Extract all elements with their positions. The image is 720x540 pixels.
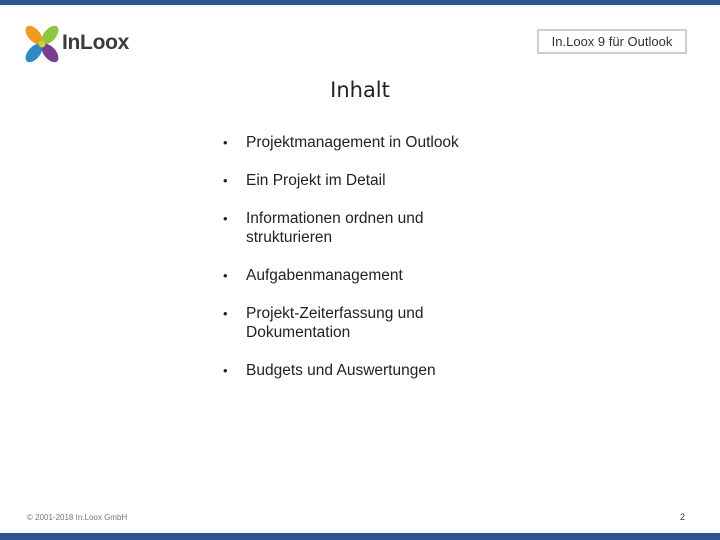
agenda-item-text: Budgets und Auswertungen xyxy=(246,362,436,379)
slide-title: Inhalt xyxy=(330,78,390,102)
agenda-item-text: Aufgabenmanagement xyxy=(246,267,403,284)
agenda-item-text: Informationen ordnen und xyxy=(246,210,424,227)
agenda-item-text: Projektmanagement in Outlook xyxy=(246,134,459,151)
agenda-item xyxy=(222,133,552,152)
bullet-icon: • xyxy=(223,173,228,188)
inloox-flower-logo-icon xyxy=(22,22,62,66)
agenda-item xyxy=(222,361,552,380)
footer-copyright: © 2001-2018 In.Loox GmbH xyxy=(27,513,128,522)
bullet-icon: • xyxy=(223,306,228,321)
agenda-item-text: strukturieren xyxy=(246,229,333,246)
page-number: 2 xyxy=(680,512,686,522)
bottom-brand-bar xyxy=(0,533,720,540)
bullet-icon: • xyxy=(223,363,228,378)
bullet-icon: • xyxy=(223,268,228,283)
bullet-icon: • xyxy=(223,211,228,226)
agenda-item xyxy=(222,304,552,342)
inloox-logo xyxy=(22,22,152,68)
logo-text: InLoox xyxy=(62,31,130,54)
bullet-icon: • xyxy=(223,135,228,150)
agenda-list xyxy=(222,133,552,399)
top-brand-bar xyxy=(0,0,720,5)
agenda-item-text: Dokumentation xyxy=(246,324,351,341)
agenda-item xyxy=(222,171,552,190)
agenda-item xyxy=(222,209,552,247)
agenda-item-text: Projekt-Zeiterfassung und xyxy=(246,305,424,322)
agenda-item xyxy=(222,266,552,285)
product-badge: In.Loox 9 für Outlook xyxy=(537,29,687,54)
agenda-item-text: Ein Projekt im Detail xyxy=(246,172,386,189)
